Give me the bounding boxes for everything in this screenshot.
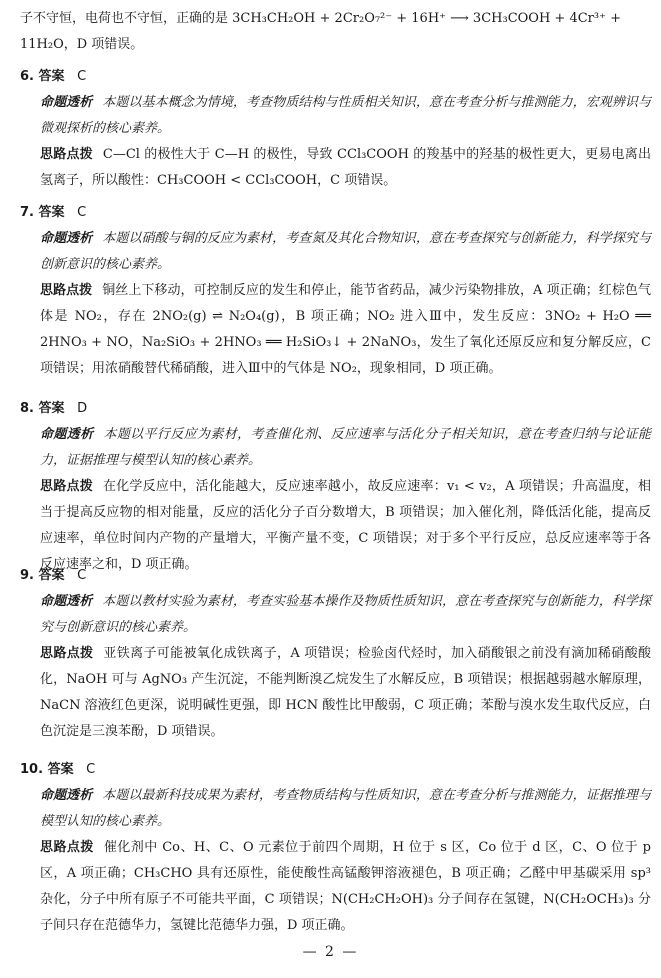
- tips-text: 催化剂中 Co、H、C、O 元素位于前四个周期，H 位于 s 区，Co 位于 d 区，C、O 位于 p 区，A 项正确；CH₃CHO 具有还原性，能使酸性高锰酸钾溶液褪色，B 项正确；乙醛中甲基碳采用 sp³ 杂化，分子中所有原子不可能共平面，C 项错误；N(CH₂CH₂OH)₃ 分子间存在氢键，N(CH₂OCH₃)₃ 分子间只存在范德华力，氢键比范德华力强，D 项正确。: [40, 840, 651, 933]
- tips-text: 在化学反应中，活化能越大，反应速率越小，故反应速率：v₁ < v₂，A 项错误；升高温度，相当于提高反应物的相对能量，反应的活化分子百分数增大，B 项错误；加入催化剂，降低活化能，提高反应速率，单位时间内产物的产量增大，平衡产量不变，C 项错误；对于多个平行反应，总反应速率等于各反应速率之和，D 项正确。: [40, 479, 651, 572]
- analysis-label: 命题透析: [40, 594, 93, 609]
- analysis-text: 本题以教材实验为素材，考查实验基本操作及物质性质知识，意在考查探究与创新能力，科学探究与创新意识的核心素养。: [40, 594, 651, 635]
- analysis-label: 命题透析: [40, 427, 94, 442]
- answer-value: C: [77, 69, 87, 84]
- tips-label: 思路点拨: [40, 479, 93, 494]
- answer-label: 答案: [38, 69, 65, 84]
- answer-value: C: [77, 205, 87, 220]
- analysis-text: 本题以最新科技成果为素材，考查物质结构与性质知识，意在考查分析与推测能力，证据推理与模型认知的核心素养。: [40, 788, 651, 829]
- question-7: [20, 200, 651, 382]
- answer-value: C: [86, 762, 96, 777]
- tips-text: C—Cl 的极性大于 C—H 的极性，导致 CCl₃COOH 的羧基中的羟基的极性更大，更易电离出氢离子，所以酸性：CH₃COOH < CCl₃COOH，C 项错误。: [40, 147, 651, 188]
- analysis-text: 本题以硝酸与铜的反应为素材，考查氮及其化合物知识，意在考查探究与创新能力，科学探究与创新意识的核心素养。: [40, 231, 651, 272]
- answer-label: 答案: [47, 762, 74, 777]
- page-number: — 2 —: [302, 944, 359, 960]
- tips-label: 思路点拨: [40, 646, 94, 661]
- carry-over-text: 子不守恒，电荷也不守恒，正确的是 3CH₃CH₂OH + 2Cr₂O₇²⁻ + 16H⁺ ⟶ 3CH₃COOH + 4Cr³⁺ + 11H₂O，D 项错误。: [20, 11, 621, 52]
- analysis-text: 本题以平行反应为素材，考查催化剂、反应速率与活化分子相关知识，意在考查归纳与论证能力，证据推理与模型认知的核心素养。: [40, 427, 651, 468]
- question-10: [20, 757, 651, 939]
- question-8: [20, 396, 651, 578]
- tips-label: 思路点拨: [40, 840, 94, 855]
- answer-value: D: [77, 401, 88, 416]
- answer-value: C: [77, 568, 87, 583]
- answer-label: 答案: [38, 401, 65, 416]
- question-number: 6.: [20, 69, 34, 84]
- tips-text: 亚铁离子可能被氧化成铁离子，A 项错误；检验卤代烃时，加入硝酸银之前没有滴加稀硝酸酸化，NaOH 可与 AgNO₃ 产生沉淀，不能判断溴乙烷发生了水解反应，B 项错误；根据越弱越水解原理，NaCN 溶液红色更深，说明碱性更强，即 HCN 酸性比甲酸弱，C 项正确；苯酚与溴水发生取代反应，白色沉淀是三溴苯酚，D 项错误。: [40, 646, 651, 739]
- analysis-text: 本题以基本概念为情境，考查物质结构与性质相关知识，意在考查分析与推测能力，宏观辨识与微观探析的核心素养。: [40, 95, 651, 136]
- analysis-label: 命题透析: [40, 95, 93, 110]
- question-6: [20, 64, 651, 194]
- question-number: 9.: [20, 568, 34, 583]
- analysis-label: 命题透析: [40, 788, 93, 803]
- question-number: 10.: [20, 762, 44, 777]
- answer-label: 答案: [38, 568, 65, 583]
- question-9: [20, 563, 651, 745]
- analysis-label: 命题透析: [40, 231, 93, 246]
- question-number: 7.: [20, 205, 34, 220]
- tips-label: 思路点拨: [40, 147, 93, 162]
- tips-text: 铜丝上下移动，可控制反应的发生和停止，能节省药品，减少污染物排放，A 项正确；红棕色气体是 NO₂，存在 2NO₂(g) ⇌ N₂O₄(g)，B 项正确；NO₂ 进入Ⅲ中，发生反应：3NO₂ + H₂O ══ 2HNO₃ + NO，Na₂SiO₃ + 2HNO₃ ══ H₂SiO₃↓ + 2NaNO₃，发生了氧化还原反应和复分解反应，C 项错误；用浓硝酸替代稀硝酸，进入Ⅲ中的气体是 NO₂，现象相同，D 项正确。: [40, 283, 651, 376]
- answer-label: 答案: [38, 205, 65, 220]
- question-number: 8.: [20, 401, 34, 416]
- tips-label: 思路点拨: [40, 283, 93, 298]
